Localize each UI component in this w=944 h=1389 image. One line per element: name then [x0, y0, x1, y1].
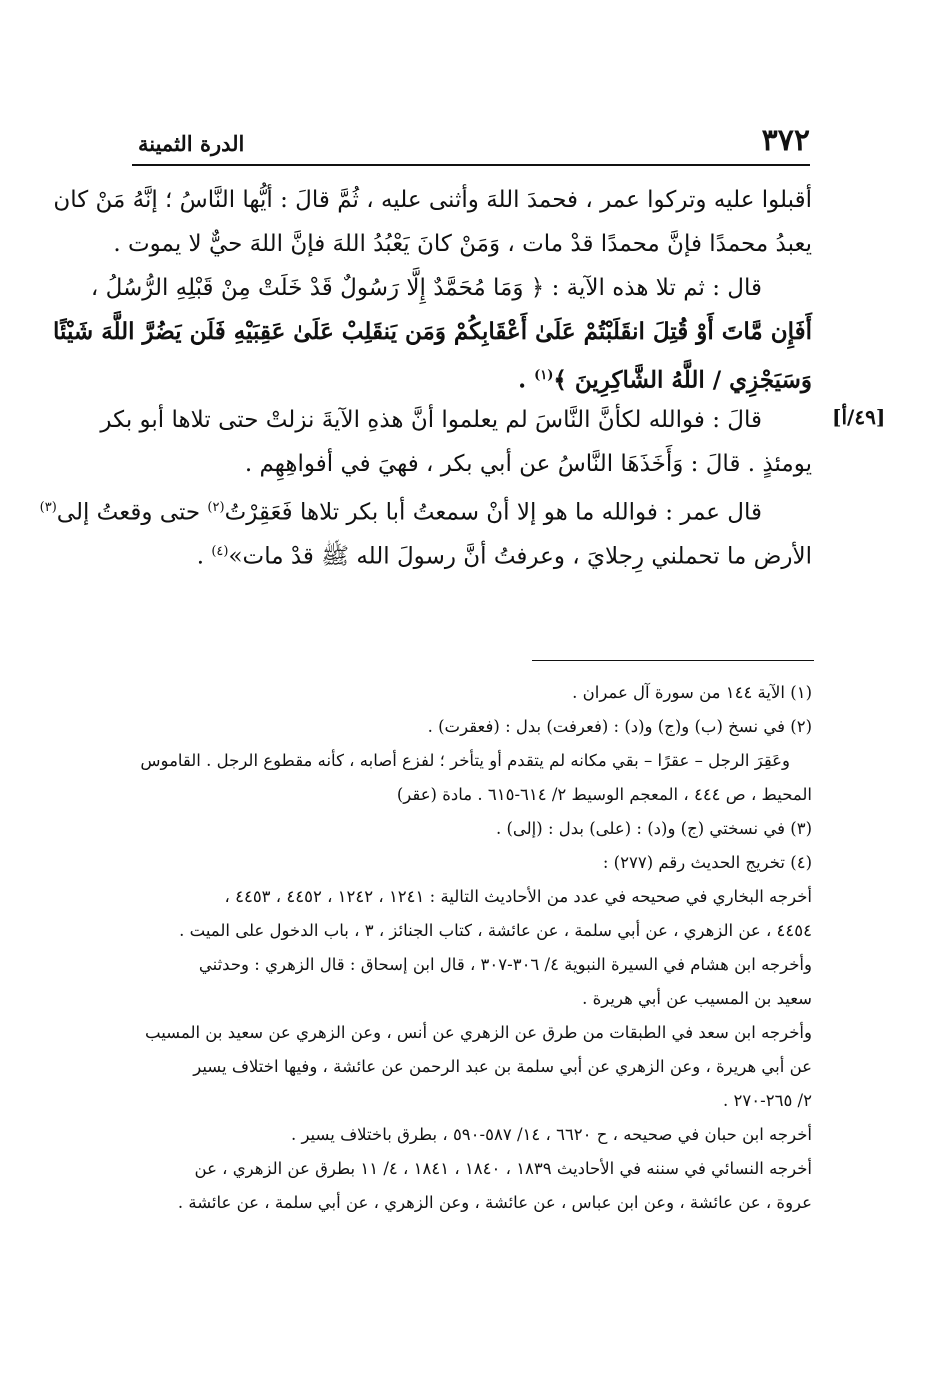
footnote-4-line: ٢/ ٢٦٥-٢٧٠ .	[723, 1091, 812, 1110]
main-line-8-tail: حتى وقعتُ إلى	[56, 499, 201, 526]
page-number: ٣٧٢	[761, 123, 810, 158]
main-line-5: وَسَيَجْزِي / اللَّهُ الشَّاكِرِينَ ﴾$^{(١)}$ .	[518, 366, 812, 394]
main-line-1: أقبلوا عليه وتركوا عمر ، فحمدَ اللهَ وأثنى عليه ، ثُمَّ قالَ : أيُّها النَّاسُ ؛ إنَّهُ مَنْ كان	[53, 187, 812, 213]
footnote-4-line: أخرجه البخاري في صحيحه في عدد من الأحاديث التالية : ١٢٤١ ، ١٢٤٢ ، ٤٤٥٢ ، ٤٤٥٣ ،	[224, 887, 812, 906]
footnote-ref-1: (١)	[534, 368, 554, 383]
footnote-4-line: سعيد بن المسيب عن أبي هريرة .	[582, 989, 812, 1008]
footnote-ref-2: (٢)	[207, 500, 225, 515]
main-line-9-text: الأرض ما تحملني رِجلايَ ، وعرفتُ أنَّ رسولَ الله ﷺ قدْ مات»	[228, 543, 812, 570]
verse-end: وَسَيَجْزِي / اللَّهُ الشَّاكِرِينَ ﴾	[553, 366, 812, 394]
main-line-7: يومئذٍ . قالَ : وَأَخَذَهَا النَّاسُ عن أبي بكر ، فهيَ في أفواهِهِم .	[244, 451, 812, 477]
footnote-divider	[532, 660, 814, 661]
main-line-6: قالَ : فوالله لكأنَّ النَّاسَ لم يعلموا أنَّ هذهِ الآيةَ نزلتْ حتى تلاها أبو بكر	[100, 407, 762, 433]
page-header	[132, 122, 810, 166]
footnote-2-detail-cont: المحيط ، ص ٤٤٤ ، المعجم الوسيط ٢/ ٦١٤-٦١٥ . مادة (عقر)	[396, 785, 812, 804]
main-line-9: الأرض ما تحملني رِجلايَ ، وعرفتُ أنَّ رسولَ الله ﷺ قدْ مات»$^{(٤)}$ .	[196, 543, 812, 570]
main-line-2: يعبدُ محمدًا فإنَّ محمدًا قدْ مات ، وَمَنْ كانَ يَعْبُدُ اللهَ فإنَّ اللهَ حيٌّ لا يموت .	[113, 231, 812, 257]
running-title: الدرة الثمينة	[138, 131, 245, 156]
footnote-4-line: وأخرجه ابن هشام في السيرة النبوية ٤/ ٣٠٦-٣٠٧ ، قال ابن إسحاق : قال الزهري : وحدثني	[198, 955, 812, 974]
main-line-4: أَفَإِن مَّاتَ أَوْ قُتِلَ انقَلَبْتُمْ عَلَىٰ أَعْقَابِكُمْ وَمَن يَنقَلِبْ عَلَىٰ عَقِبَيْهِ فَلَن يَضُرَّ اللَّهَ شَيْئًا	[53, 318, 812, 345]
footnote-2-detail: وعَقِرَ الرجل – عقرًا – بقي مكانه لم يتقدم أو يتأخر ؛ لفزع أصابه ، كأنه مقطوع الرجل . القاموس	[140, 751, 790, 770]
footnotes	[132, 676, 812, 1220]
main-line-3: قال : ثم تلا هذه الآية : ﴿ وَمَا مُحَمَّدٌ إِلَّا رَسُولٌ قَدْ خَلَتْ مِنْ قَبْلِهِ الرُّسُلُ ،	[90, 275, 762, 301]
footnote-4-line: أخرجه ابن حبان في صحيحه ، ح ٦٦٢٠ ، ١٤/ ٥٨٧-٥٩٠ ، بطرق باختلاف يسير .	[290, 1125, 812, 1144]
footnote-4: (٤) تخريج الحديث رقم (٢٧٧) :	[602, 853, 812, 872]
main-text	[39, 178, 812, 574]
footnote-2: (٢) في نسخ (ب) و(ج) و(د) : (فعرفت) بدل : (فعقرت) .	[427, 717, 812, 736]
footnote-4-line: وأخرجه ابن سعد في الطبقات من طرق عن الزهري عن أنس ، وعن الزهري عن سعيد بن المسيب	[145, 1023, 812, 1042]
footnote-ref-4: (٤)	[211, 544, 229, 559]
main-line-8-text: قال عمر : فوالله ما هو إلا أنْ سمعتُ أبا بكر تلاها فَعَقِرْتُ	[224, 499, 762, 526]
margin-reference: [٤٩/أ]	[832, 405, 886, 429]
footnote-4-line: أخرجه النسائي في سننه في الأحاديث ١٨٣٩ ، ١٨٤٠ ، ١٨٤١ ، ٤/ ١١ بطرق عن الزهري ، عن	[194, 1159, 812, 1178]
footnote-4-line: عروة ، عن عائشة ، وعن ابن عباس ، عن عائشة ، وعن الزهري ، عن أبي سلمة ، عن عائشة .	[177, 1193, 812, 1212]
main-line-8	[39, 486, 812, 530]
footnote-3: (٣) في نسختي (ج) و(د) : (على) بدل : (إلى) .	[495, 819, 812, 838]
footnote-1: (١) الآية ١٤٤ من سورة آل عمران .	[572, 683, 812, 702]
footnote-4-line: عن أبي هريرة ، وعن الزهري عن أبي سلمة بن عبد الرحمن عن عائشة ، وفيها اختلاف يسير	[193, 1057, 812, 1076]
footnote-ref-3: (٣)	[39, 500, 57, 515]
footnote-4-line: ٤٤٥٤ ، عن الزهري ، عن أبي سلمة ، عن عائشة ، كتاب الجنائز ، ٣ ، باب الدخول على الميت .	[179, 921, 812, 940]
